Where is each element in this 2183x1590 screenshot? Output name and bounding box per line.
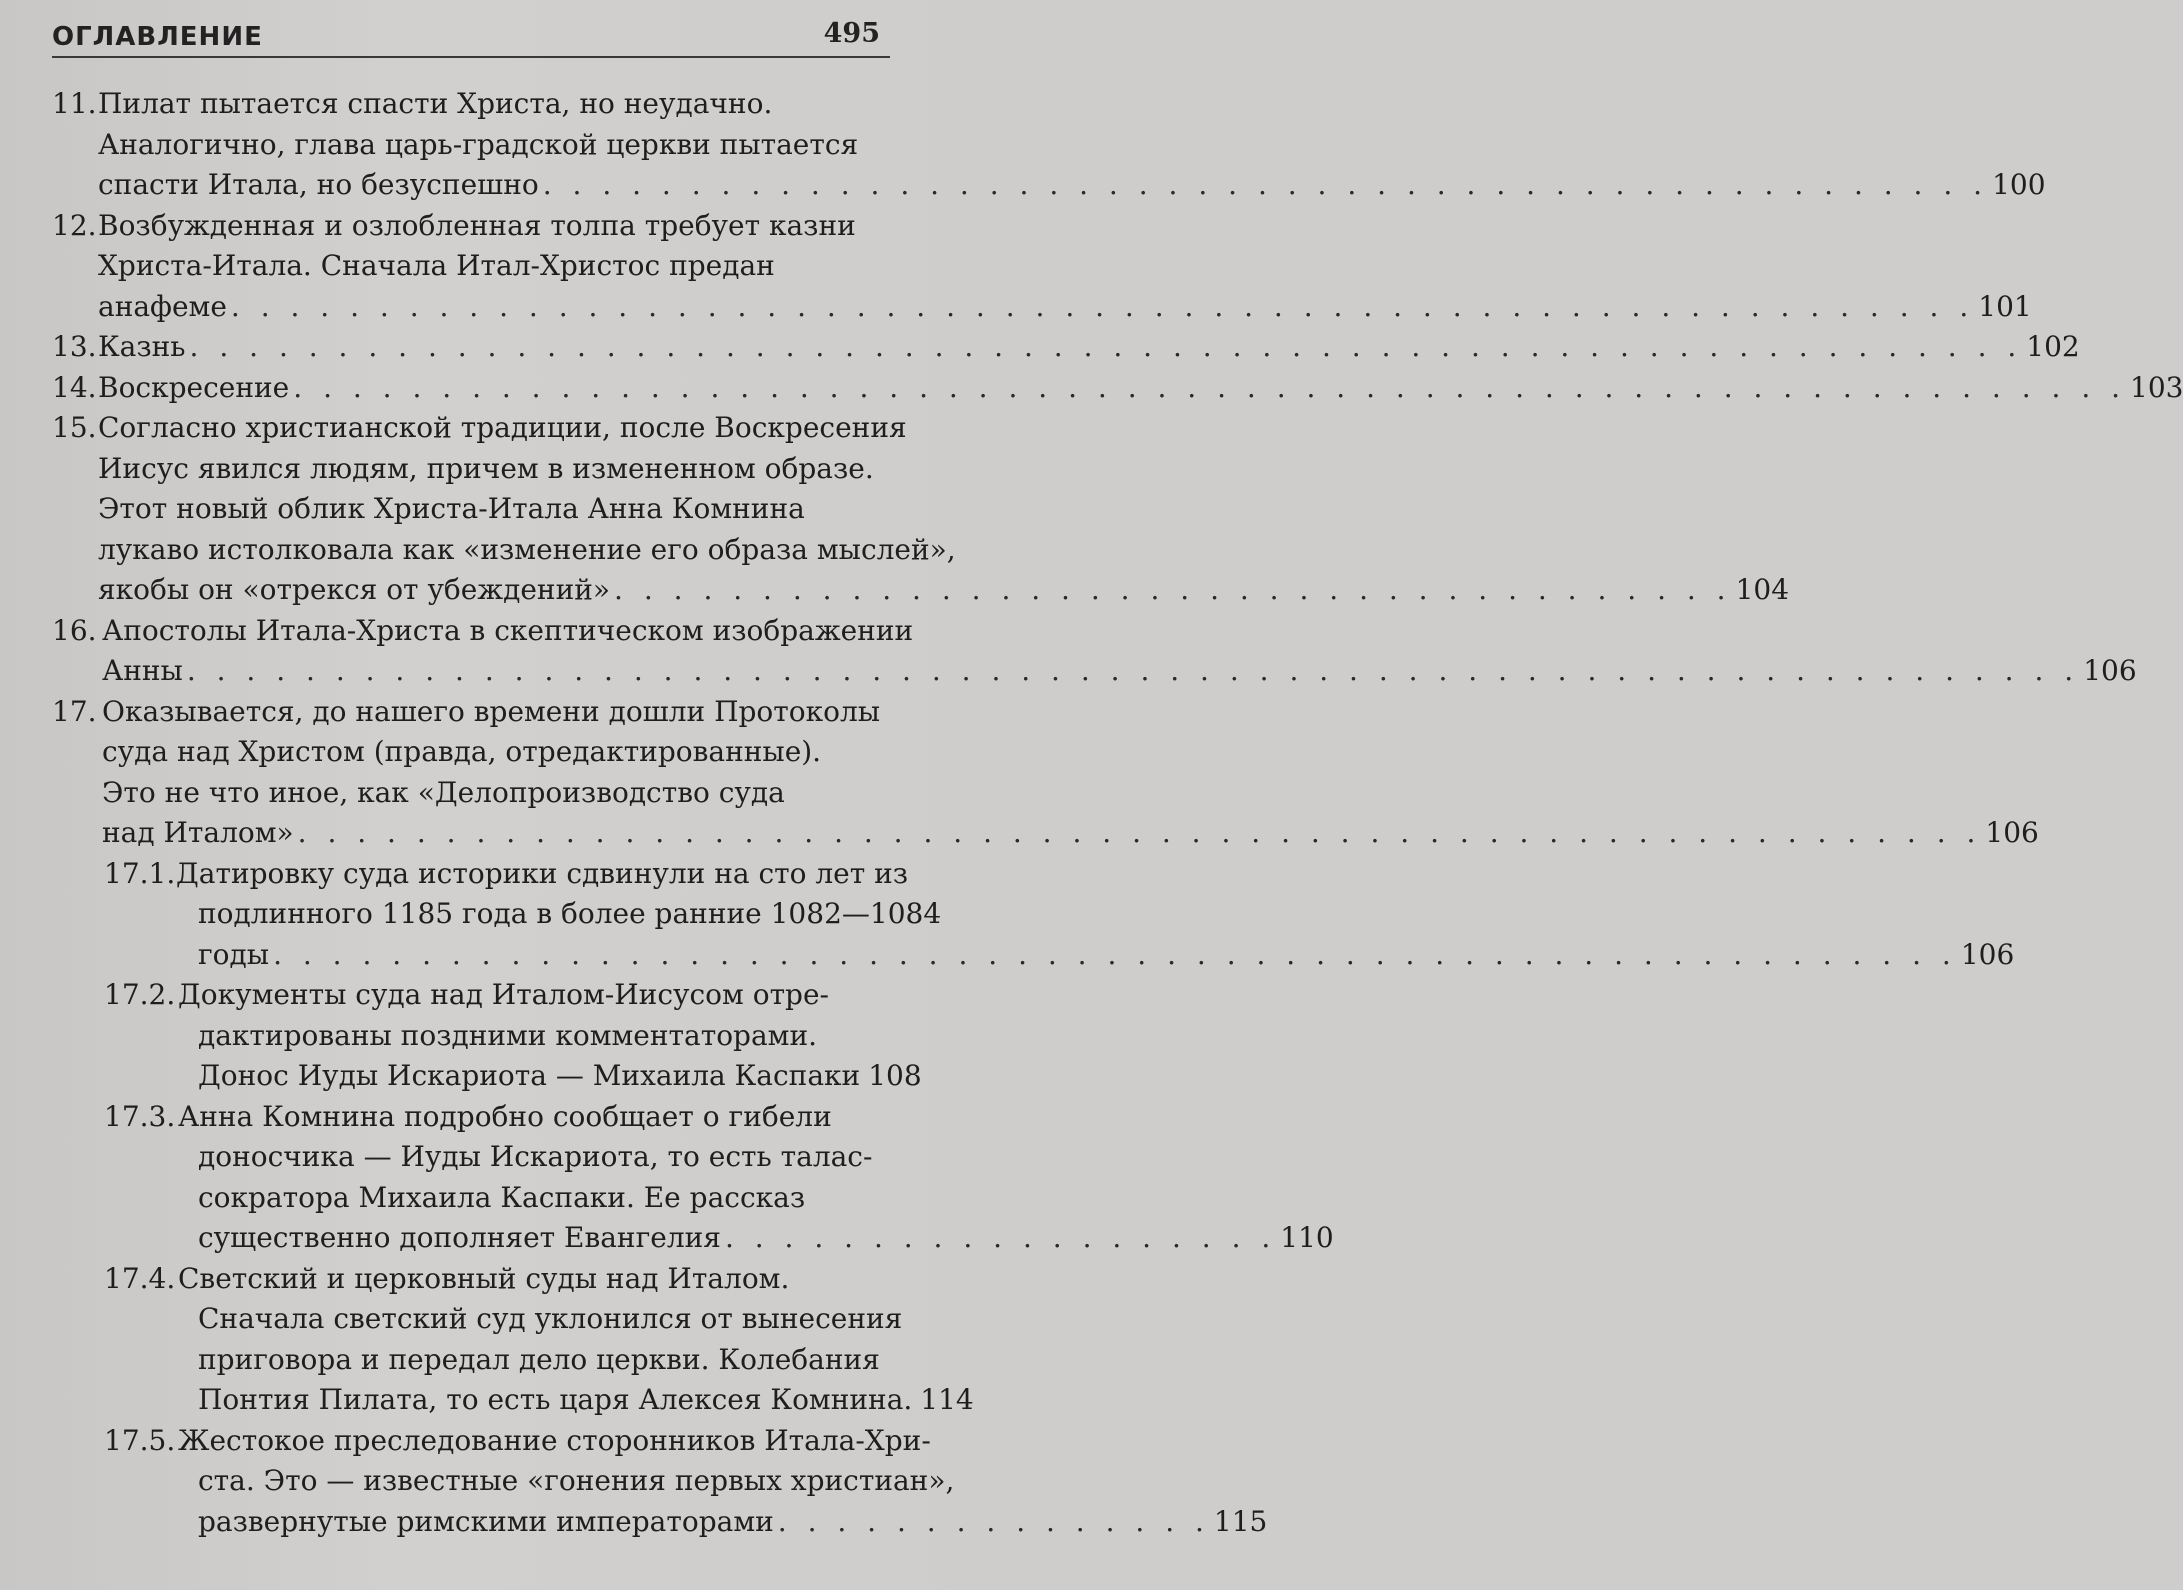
toc-subentry[interactable]: [52, 854, 2015, 976]
entry-number: 17.: [52, 694, 97, 728]
dot-leader: . . . . . . . . . . . . . . . . . . .: [724, 1221, 1277, 1254]
entry-line: Аналогично, глава царь-градской церкви пытается: [98, 127, 859, 161]
subentry-number: 17.2.: [104, 978, 176, 1011]
toc-entry[interactable]: [52, 611, 2137, 692]
toc-subentry[interactable]: [52, 1259, 974, 1421]
subentry-line: Жестокое преследование сторонников Итала-Хри-: [178, 1423, 931, 1457]
entry-page-number: 102: [2026, 330, 2080, 363]
entry-page-number: 103: [2130, 370, 2183, 404]
entry-page-number: 106: [2083, 654, 2137, 687]
entry-number: 15.: [52, 411, 97, 444]
toc-entry[interactable]: [52, 368, 2183, 409]
entry-page-number: 100: [1992, 168, 2046, 201]
dot-leader: . . . . . . . . . . . . . . . . . . . . . . . . . . . . . . . . . . . . . . . . . . . . . . . . . . . . . . . . . . . . . .: [189, 330, 2023, 363]
entry-page-number: 106: [1985, 816, 2039, 849]
entry-line: Анны: [102, 654, 183, 687]
subentry-line: подлинного 1185 года в более ранние 1082—1084: [198, 897, 942, 930]
toc-subentry[interactable]: [52, 1421, 1268, 1543]
subentry-page-number: 114: [920, 1383, 974, 1416]
subentry-line: Светский и церковный суды над Италом.: [178, 1261, 790, 1295]
entry-line: Христа-Итала. Сначала Итал-Христос предан: [98, 249, 775, 282]
subentry-line: Датировку суда историки сдвинули на сто лет из: [176, 856, 909, 890]
dot-leader: . . . . . . . . . . . . . . . . . . . . . . . . . . . . . . . . . . . . . . . . . . . . . . . . .: [542, 168, 1989, 201]
entry-line: Пилат пытается спасти Христа, но неудачно.: [98, 87, 773, 120]
entry-line: лукаво истолковала как «изменение его образа мыслей»,: [98, 532, 956, 566]
subentry-number: 17.3.: [104, 1099, 176, 1133]
subentry-line: дактированы поздними комментаторами.: [198, 1018, 818, 1052]
subentry-line: Донос Иуды Искариота — Михаила Каспаки: [198, 1059, 861, 1092]
entry-line: Апостолы Итала-Христа в скептическом изображении: [102, 613, 914, 647]
entry-line: Этот новый облик Христа-Итала Анна Комнина: [98, 492, 805, 525]
entry-line: Согласно христианской традиции, после Воскресения: [98, 411, 907, 444]
toc-subentry[interactable]: [52, 1097, 1334, 1259]
subentry-line: Понтия Пилата, то есть царя Алексея Комнина.: [198, 1383, 913, 1416]
entry-line: Оказывается, до нашего времени дошли Протоколы: [102, 694, 881, 728]
subentry-line: развернутые римскими императорами: [198, 1504, 774, 1538]
entry-number: 16.: [52, 613, 97, 647]
entry-line: спасти Итала, но безуспешно: [98, 168, 539, 201]
dot-leader: . . . . . . . . . . . . . . . . . . . . . . . . . . . . . . . . . . . . . . . . . . . . . . . . . . . . . . . . . . . . . .: [293, 370, 2127, 404]
subentry-line: Сначала светский суд уклонился от вынесения: [198, 1302, 903, 1335]
entry-line: Казнь: [98, 330, 186, 363]
entry-number: 12.: [52, 208, 97, 242]
toc-entry[interactable]: [52, 408, 1790, 611]
toc-entry[interactable]: [52, 84, 2046, 206]
entry-line: Иисус явился людям, причем в измененном образе.: [98, 451, 874, 485]
subentry-number: 17.4.: [104, 1261, 176, 1295]
toc-entry[interactable]: [52, 206, 2032, 328]
subentry-page-number: 115: [1213, 1504, 1268, 1538]
subentry-line: годы: [198, 937, 270, 971]
entry-line: анафеме: [98, 289, 227, 323]
table-of-contents: [52, 84, 2183, 1542]
header-title: ОГЛАВЛЕНИЕ: [52, 22, 263, 52]
entry-number: 11.: [52, 87, 97, 120]
dot-leader: . . . . . . . . . . . . . . . . . . . . . . . . . . . . . . . . . . . . . .: [614, 573, 1732, 606]
entry-line: суда над Христом (правда, отредактированные).: [102, 735, 822, 768]
subentry-page-number: 106: [1960, 937, 2015, 971]
subentry-line: существенно дополняет Евангелия: [198, 1221, 721, 1254]
dot-leader: . . . . . . . . . . . . . . . . . . . . . . . . . . . . . . . . . . . . . . . . . . . . . . . . . . . . . . . . .: [297, 816, 1982, 849]
subentry-line: Анна Комнина подробно сообщает о гибели: [178, 1099, 832, 1133]
dot-leader: . . . . . . . . . . . . . . . . . . . . . . . . . . . . . . . . . . . . . . . . . . . . . . . . . . . . . . . . . . . . . . . .: [186, 654, 2080, 687]
entry-page-number: 104: [1735, 573, 1790, 606]
entry-number: 14.: [52, 370, 97, 404]
entry-number: 13.: [52, 330, 97, 363]
subentry-number: 17.5.: [104, 1423, 176, 1457]
entry-page-number: 101: [1978, 289, 2032, 323]
toc-entry[interactable]: [52, 327, 2080, 368]
subentry-line: ста. Это — известные «гонения первых христиан»,: [198, 1464, 955, 1497]
subentry-page-number: 108: [868, 1059, 922, 1092]
subentry-number: 17.1.: [104, 856, 176, 890]
subentry-line: приговора и передал дело церкви. Колебания: [198, 1342, 880, 1376]
entry-line: над Италом»: [102, 816, 294, 849]
entry-line: Воскресение: [98, 370, 290, 404]
toc-entry[interactable]: [52, 692, 2039, 854]
subentry-line: Документы суда над Италом-Иисусом отре-: [178, 978, 830, 1011]
toc-subentry[interactable]: [52, 975, 922, 1097]
dot-leader: . . . . . . . . . . . . . . .: [777, 1504, 1210, 1538]
subentry-line: доносчика — Иуды Искариота, то есть талас-: [198, 1140, 873, 1173]
entry-line: Возбужденная и озлобленная толпа требует казни: [98, 208, 856, 242]
dot-leader: . . . . . . . . . . . . . . . . . . . . . . . . . . . . . . . . . . . . . . . . . . . . . . . . . . . . . . . . . . .: [230, 289, 1975, 323]
entry-line: якобы он «отрекся от убеждений»: [98, 573, 611, 606]
running-header: [52, 14, 890, 58]
subentry-line: сократора Михаила Каспаки. Ее рассказ: [198, 1180, 806, 1214]
subentry-page-number: 110: [1280, 1221, 1334, 1254]
dot-leader: . . . . . . . . . . . . . . . . . . . . . . . . . . . . . . . . . . . . . . . . . . . . . . . . . . . . . . . . .: [273, 937, 1957, 971]
header-page-number: 495: [823, 18, 880, 49]
entry-line: Это не что иное, как «Делопроизводство суда: [102, 775, 785, 809]
